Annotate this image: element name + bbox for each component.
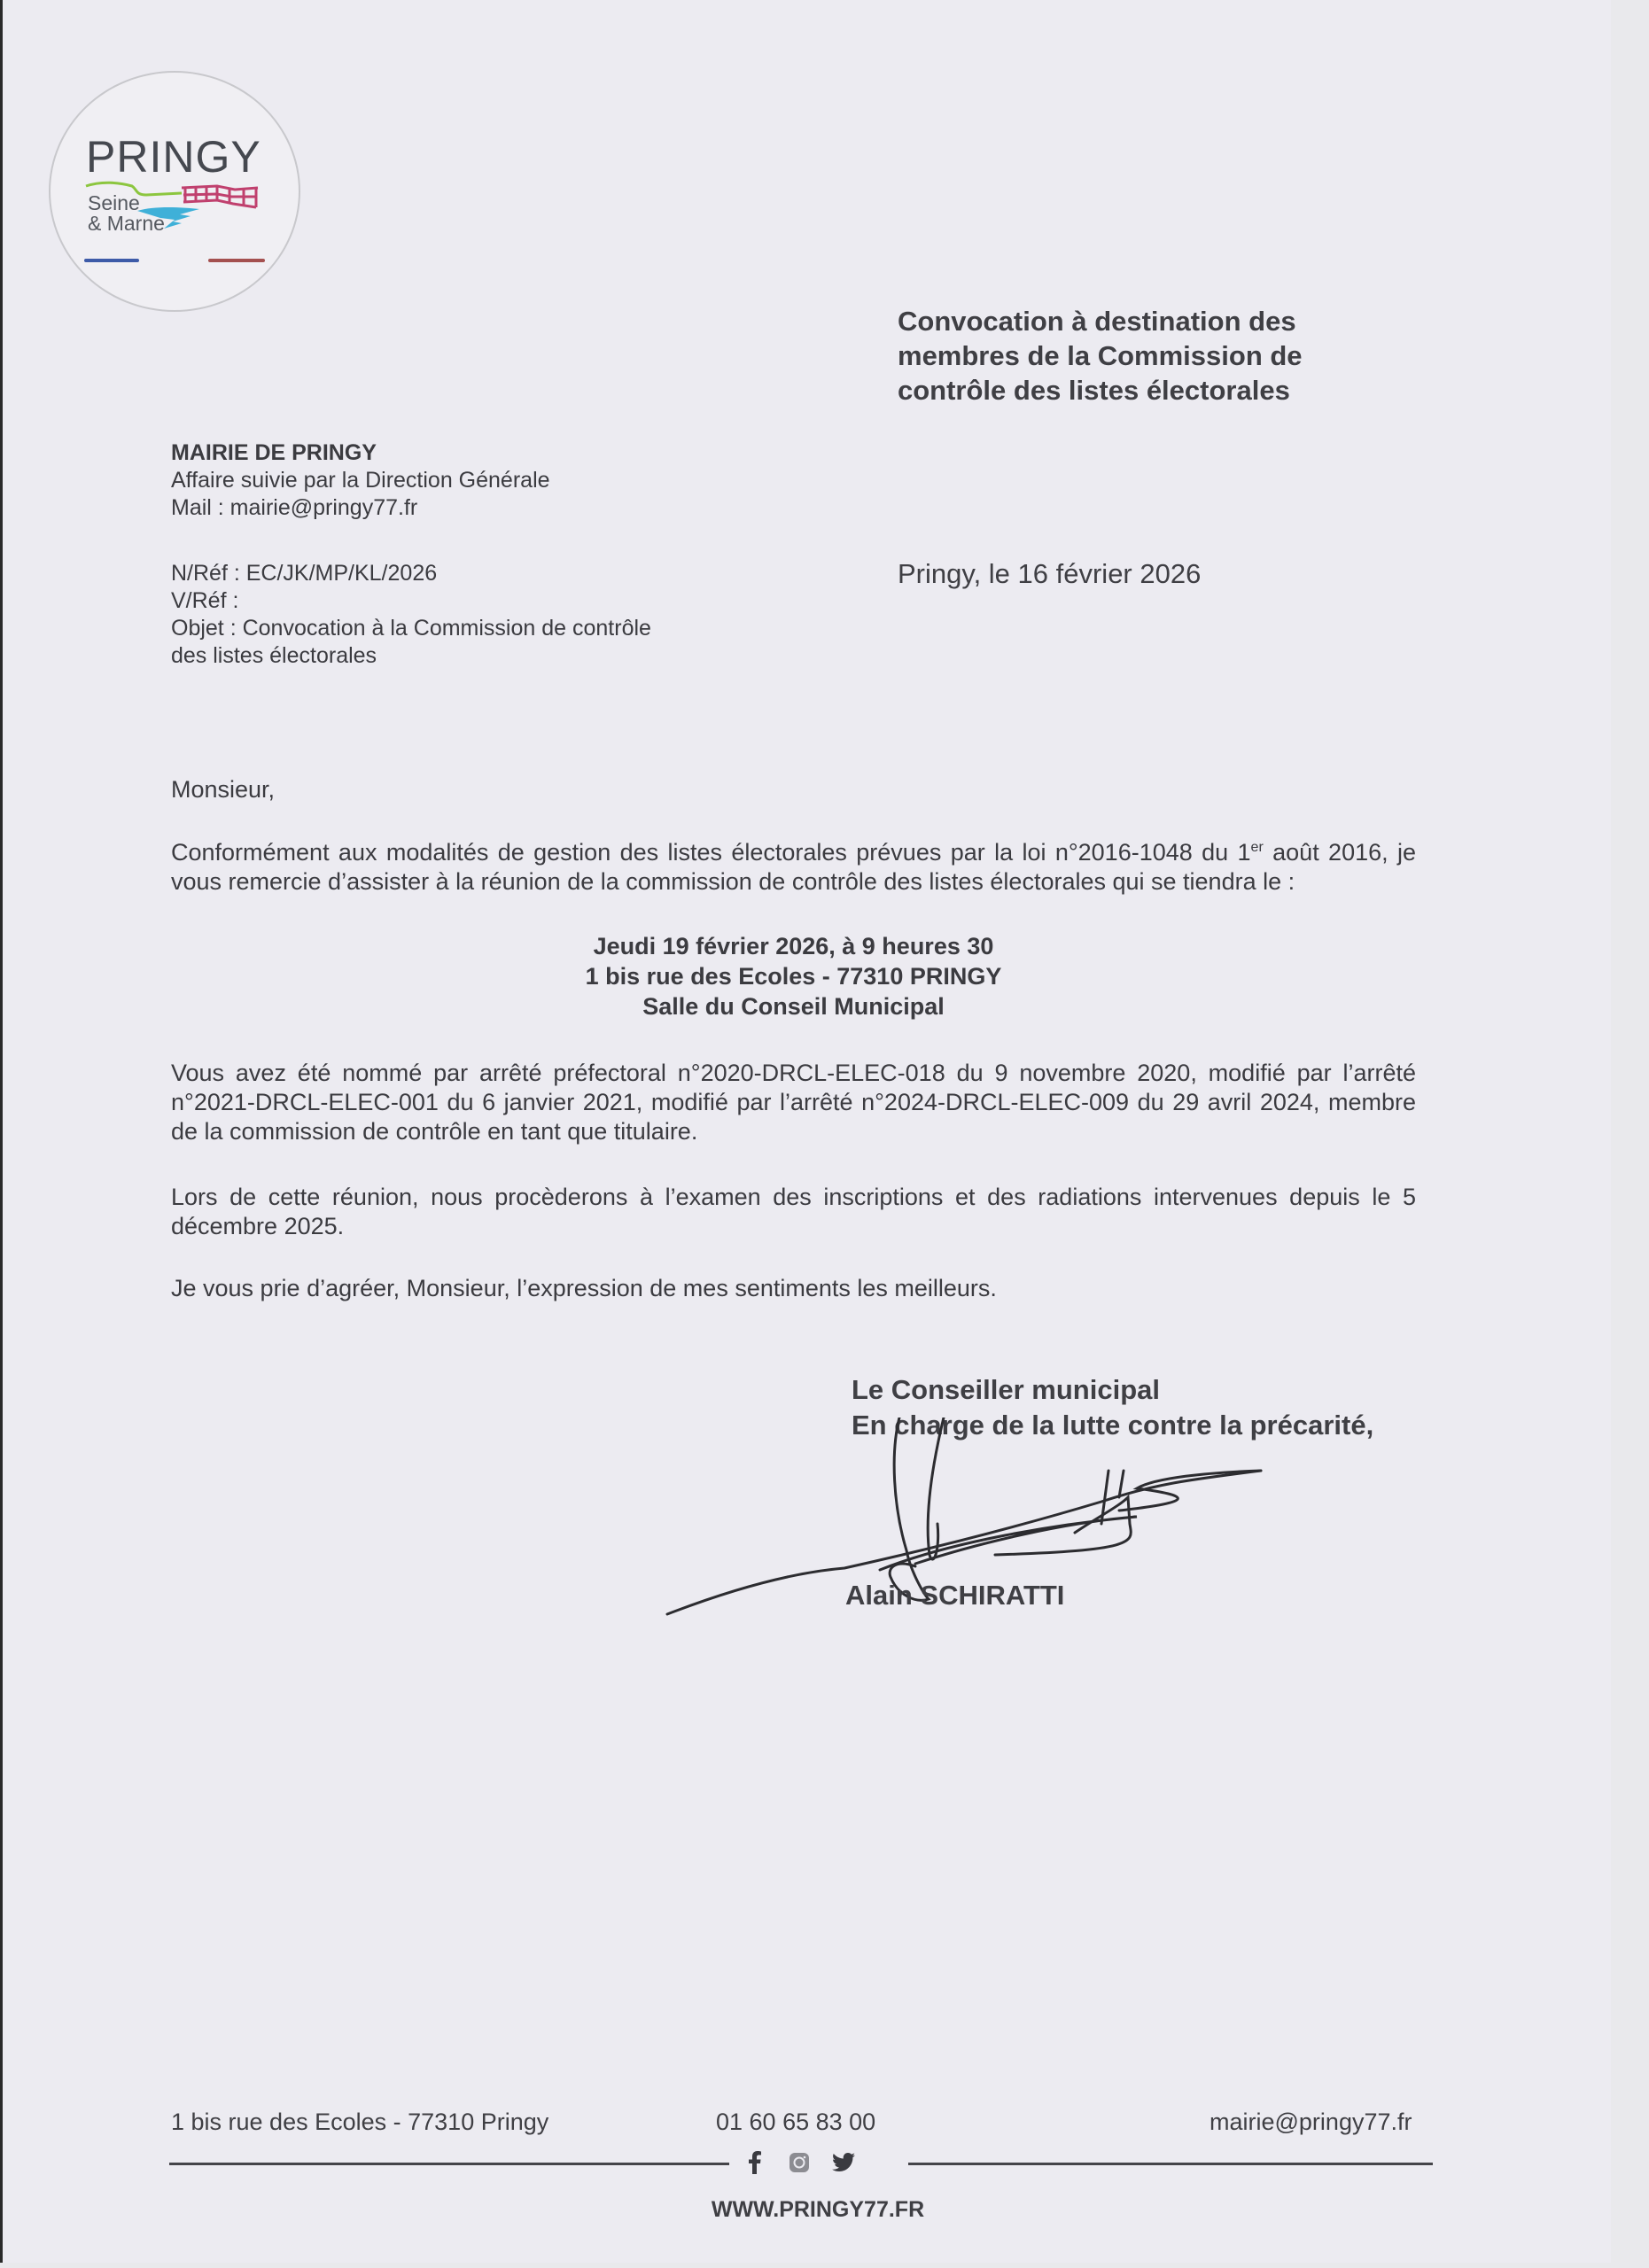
facebook-icon[interactable] — [742, 2149, 768, 2176]
superscript: er — [1250, 840, 1264, 855]
paragraph-intro-text: Conformément aux modalités de gestion des listes électorales prévues par la loi n°2016-1048 du 1 — [171, 839, 1251, 866]
our-reference: N/Réf : EC/JK/MP/KL/2026 — [171, 561, 438, 586]
footer-divider-right — [908, 2163, 1433, 2165]
logo-subtitle-line1: Seine — [88, 191, 140, 214]
paragraph-intro-text-cont: août 2016, je vous remercie d’assister à la réunion de la commission de contrôle des listes électorales qui se tiendra le : — [171, 839, 1416, 895]
meeting-room: Salle du Conseil Municipal — [642, 993, 945, 1020]
footer-address: 1 bis rue des Ecoles - 77310 Pringy — [171, 2109, 549, 2135]
your-reference: V/Réf : — [171, 588, 239, 613]
letter-date: Pringy, le 16 février 2026 — [898, 558, 1202, 589]
sender-mail: Mail : mairie@pringy77.fr — [171, 495, 418, 520]
signatory-role-line2: En charge de la lutte contre la précarité, — [852, 1410, 1374, 1441]
document-title — [898, 304, 1394, 408]
paragraph-agenda: Lors de cette réunion, nous procèderons à l’examen des inscriptions et des radiations intervenues depuis le 5 décembre 2025. — [171, 1184, 1416, 1239]
references-block — [171, 560, 651, 670]
paragraph-closing: Je vous prie d’agréer, Monsieur, l’expression de mes sentiments les meilleurs. — [171, 1275, 997, 1301]
sender-followed-by: Affaire suivie par la Direction Générale — [171, 468, 550, 493]
sender-block — [171, 439, 550, 522]
meeting-address: 1 bis rue des Ecoles - 77310 PRINGY — [585, 963, 1002, 990]
salutation: Monsieur, — [171, 776, 276, 803]
meeting-details — [171, 931, 1416, 1021]
logo-flag-red-bar — [208, 259, 265, 262]
subject-line1: Objet : Convocation à la Commission de contrôle — [171, 616, 651, 641]
social-icons — [742, 2149, 857, 2176]
logo-flag-blue-bar — [84, 259, 139, 262]
paragraph-intro — [171, 838, 1416, 897]
title-line: Convocation à destination des — [898, 306, 1296, 337]
footer-phone: 01 60 65 83 00 — [716, 2109, 876, 2135]
title-line: contrôle des listes électorales — [898, 375, 1290, 406]
logo-subtitle-line2: & Marne — [88, 212, 165, 235]
footer-divider-left — [169, 2163, 729, 2165]
paragraph-appointment: Vous avez été nommé par arrêté préfectoral n°2020-DRCL-ELEC-018 du 9 novembre 2020, modifié par l’arrêté n°2021-DRCL-ELEC-001 du 6 janvier 2021, modifié par l’arrêté n°2024-DRCL-ELEC-009 du 29 avril 2024, membre de la commission de contrôle en tant que titulaire. — [171, 1060, 1416, 1145]
logo-title: PRINGY — [86, 132, 261, 182]
footer-website[interactable]: WWW.PRINGY77.FR — [711, 2197, 925, 2222]
meeting-datetime: Jeudi 19 février 2026, à 9 heures 30 — [593, 933, 994, 959]
twitter-icon[interactable] — [830, 2149, 857, 2176]
footer-email[interactable]: mairie@pringy77.fr — [1210, 2109, 1412, 2135]
instagram-icon[interactable] — [786, 2149, 813, 2176]
signatory-name: Alain SCHIRATTI — [845, 1580, 1065, 1611]
signatory-role-line1: Le Conseiller municipal — [852, 1374, 1160, 1405]
sender-org: MAIRIE DE PRINGY — [171, 440, 377, 465]
subject-line2: des listes électorales — [171, 643, 377, 668]
title-line: membres de la Commission de — [898, 340, 1303, 371]
logo-subtitle — [88, 193, 165, 234]
